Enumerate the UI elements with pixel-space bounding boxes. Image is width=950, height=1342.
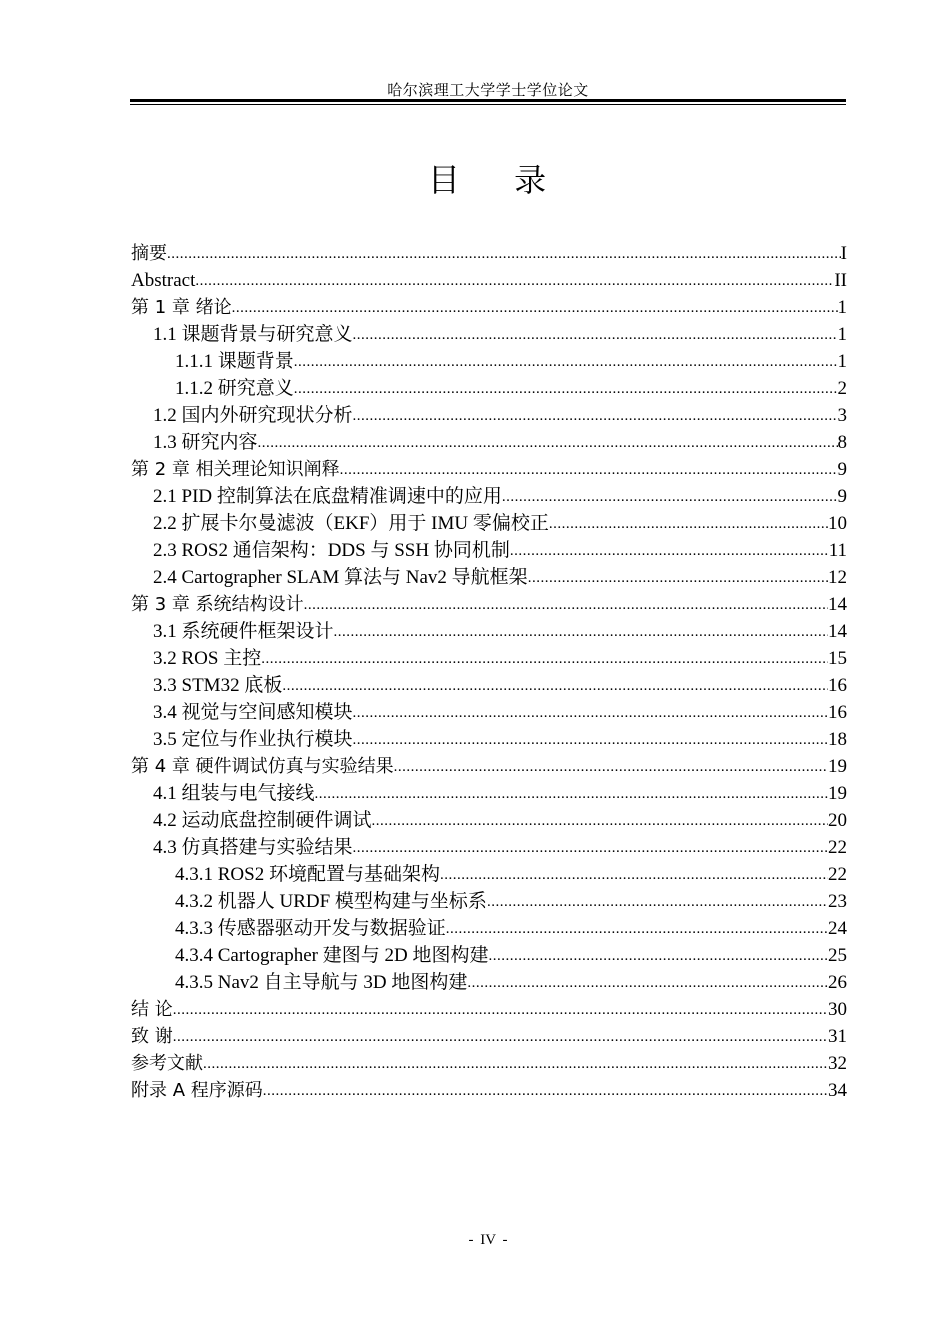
header-rule-thin (130, 104, 846, 105)
toc-entry-label: 4.3.5 Nav2 自主导航与 3D 地图构建 (175, 972, 468, 993)
toc-entry-page: 22 (828, 837, 847, 858)
toc-entry-page: 31 (828, 1026, 847, 1047)
toc-entry-label: Abstract (131, 270, 196, 291)
toc-entry-page: 20 (828, 810, 847, 831)
dot-leader (502, 487, 838, 510)
toc-entry-label: 1.1.1 课题背景 (175, 351, 294, 372)
dot-leader (232, 298, 838, 321)
table-of-contents (131, 240, 847, 1104)
toc-entry-label: 1.1 课题背景与研究意义 (153, 324, 353, 345)
dot-leader (510, 541, 829, 564)
toc-entry-page: 3 (837, 405, 847, 426)
toc-entry[interactable] (131, 915, 847, 942)
toc-entry[interactable] (131, 294, 847, 321)
dot-leader (315, 784, 828, 807)
dot-leader (195, 271, 834, 294)
toc-entry-page: 10 (828, 513, 847, 534)
toc-entry-page: 2 (837, 378, 847, 399)
toc-entry[interactable] (131, 672, 847, 699)
toc-entry-label: 摘要 (131, 243, 167, 264)
toc-entry-page: 34 (828, 1080, 847, 1101)
toc-entry[interactable] (131, 591, 847, 618)
toc-entry-page: 30 (828, 999, 847, 1020)
toc-entry[interactable] (131, 699, 847, 726)
dot-leader (440, 865, 828, 888)
toc-entry-label: 附录 A 程序源码 (131, 1080, 263, 1101)
toc-entry[interactable] (131, 834, 847, 861)
dot-leader (353, 838, 828, 861)
toc-entry-label: 1.3 研究内容 (153, 432, 258, 453)
toc-entry-label: 3.4 视觉与空间感知模块 (153, 702, 353, 723)
toc-entry-label: 3.1 系统硬件框架设计 (153, 621, 334, 642)
dot-leader (394, 757, 828, 780)
toc-entry[interactable] (131, 483, 847, 510)
toc-entry-page: 16 (828, 702, 847, 723)
toc-entry-label: 4.3.2 机器人 URDF 模型构建与坐标系 (175, 891, 487, 912)
toc-entry-label: 第 4 章 硬件调试仿真与实验结果 (131, 756, 394, 777)
toc-entry-page: 9 (837, 459, 847, 480)
toc-entry[interactable] (131, 888, 847, 915)
toc-entry-label: 3.5 定位与作业执行模块 (153, 729, 353, 750)
dot-leader (173, 1000, 828, 1023)
toc-entry-page: 11 (828, 540, 847, 561)
dot-leader (173, 1027, 828, 1050)
toc-entry-page: 24 (828, 918, 847, 939)
page-title: 目 录 (427, 161, 549, 199)
toc-entry-label: 结 论 (131, 999, 173, 1020)
dot-leader (294, 379, 838, 402)
toc-entry-page: II (834, 270, 847, 291)
dot-leader (334, 622, 828, 645)
toc-entry[interactable] (131, 429, 847, 456)
toc-entry[interactable] (131, 348, 847, 375)
toc-entry-page: 23 (828, 891, 847, 912)
toc-entry[interactable] (131, 1077, 847, 1104)
toc-entry[interactable] (131, 861, 847, 888)
toc-entry[interactable] (131, 969, 847, 996)
toc-entry-label: 3.2 ROS 主控 (153, 648, 262, 669)
toc-entry[interactable] (131, 456, 847, 483)
toc-entry-page: 18 (828, 729, 847, 750)
toc-entry[interactable] (131, 537, 847, 564)
dot-leader (167, 244, 841, 267)
toc-entry[interactable] (131, 618, 847, 645)
toc-entry-label: 4.3.3 传感器驱动开发与数据验证 (175, 918, 446, 939)
dot-leader (304, 595, 828, 618)
header-rule-thick (130, 99, 846, 102)
toc-entry-page: 16 (828, 675, 847, 696)
dot-leader (282, 676, 828, 699)
toc-entry[interactable] (131, 753, 847, 780)
dot-leader (487, 892, 828, 915)
dot-leader (261, 649, 828, 672)
toc-entry[interactable] (131, 1023, 847, 1050)
running-header: 哈尔滨理工大学学士学位论文 (387, 83, 589, 99)
toc-entry-page: 8 (837, 432, 847, 453)
toc-entry-label: 2.3 ROS2 通信架构：DDS 与 SSH 协同机制 (153, 540, 510, 561)
toc-entry-page: I (840, 243, 847, 264)
toc-entry[interactable] (131, 321, 847, 348)
dot-leader (353, 730, 828, 753)
toc-entry-label: 致 谢 (131, 1026, 173, 1047)
toc-entry[interactable] (131, 267, 847, 294)
toc-entry-page: 1 (837, 297, 847, 318)
toc-entry-label: 4.2 运动底盘控制硬件调试 (153, 810, 372, 831)
toc-entry[interactable] (131, 942, 847, 969)
dot-leader (258, 433, 838, 456)
toc-entry-page: 1 (837, 351, 847, 372)
toc-entry[interactable] (131, 564, 847, 591)
toc-entry[interactable] (131, 996, 847, 1023)
dot-leader (340, 460, 838, 483)
dot-leader (488, 946, 828, 969)
toc-entry[interactable] (131, 402, 847, 429)
toc-entry[interactable] (131, 807, 847, 834)
toc-entry-label: 2.1 PID 控制算法在底盘精准调速中的应用 (153, 486, 502, 507)
toc-entry-label: 2.4 Cartographer SLAM 算法与 Nav2 导航框架 (153, 567, 528, 588)
toc-entry-page: 9 (837, 486, 847, 507)
toc-entry-page: 19 (828, 783, 847, 804)
toc-entry-page: 1 (837, 324, 847, 345)
toc-entry-label: 参考文献 (131, 1053, 203, 1074)
dot-leader (528, 568, 828, 591)
toc-entry-page: 19 (828, 756, 847, 777)
toc-entry-label: 第 3 章 系统结构设计 (131, 594, 304, 615)
toc-entry-page: 22 (828, 864, 847, 885)
dot-leader (549, 514, 828, 537)
toc-entry-label: 4.3.1 ROS2 环境配置与基础架构 (175, 864, 440, 885)
toc-entry[interactable] (131, 726, 847, 753)
toc-entry-label: 2.2 扩展卡尔曼滤波（EKF）用于 IMU 零偏校正 (153, 513, 549, 534)
dot-leader (353, 406, 838, 429)
toc-entry[interactable] (131, 645, 847, 672)
toc-entry-page: 32 (828, 1053, 847, 1074)
toc-entry-label: 3.3 STM32 底板 (153, 675, 283, 696)
dot-leader (203, 1054, 828, 1077)
toc-entry-label: 1.1.2 研究意义 (175, 378, 294, 399)
toc-entry-page: 26 (828, 972, 847, 993)
toc-entry-page: 12 (828, 567, 847, 588)
dot-leader (372, 811, 828, 834)
toc-entry-label: 第 2 章 相关理论知识阐释 (131, 459, 340, 480)
dot-leader (353, 325, 838, 348)
dot-leader (263, 1081, 828, 1104)
toc-entry-page: 14 (828, 594, 847, 615)
toc-entry-label: 1.2 国内外研究现状分析 (153, 405, 353, 426)
dot-leader (467, 973, 828, 996)
page-number: - IV - (468, 1232, 508, 1248)
toc-entry[interactable] (131, 240, 847, 267)
toc-entry-page: 15 (828, 648, 847, 669)
toc-entry[interactable] (131, 780, 847, 807)
toc-entry-label: 4.1 组装与电气接线 (153, 783, 315, 804)
toc-entry-page: 25 (828, 945, 847, 966)
dot-leader (353, 703, 828, 726)
toc-entry-label: 4.3.4 Cartographer 建图与 2D 地图构建 (175, 945, 489, 966)
dot-leader (446, 919, 828, 942)
toc-entry[interactable] (131, 375, 847, 402)
toc-entry-page: 14 (828, 621, 847, 642)
toc-entry[interactable] (131, 510, 847, 537)
dot-leader (294, 352, 838, 375)
toc-entry[interactable] (131, 1050, 847, 1077)
toc-entry-label: 4.3 仿真搭建与实验结果 (153, 837, 353, 858)
toc-entry-label: 第 1 章 绪论 (131, 297, 232, 318)
